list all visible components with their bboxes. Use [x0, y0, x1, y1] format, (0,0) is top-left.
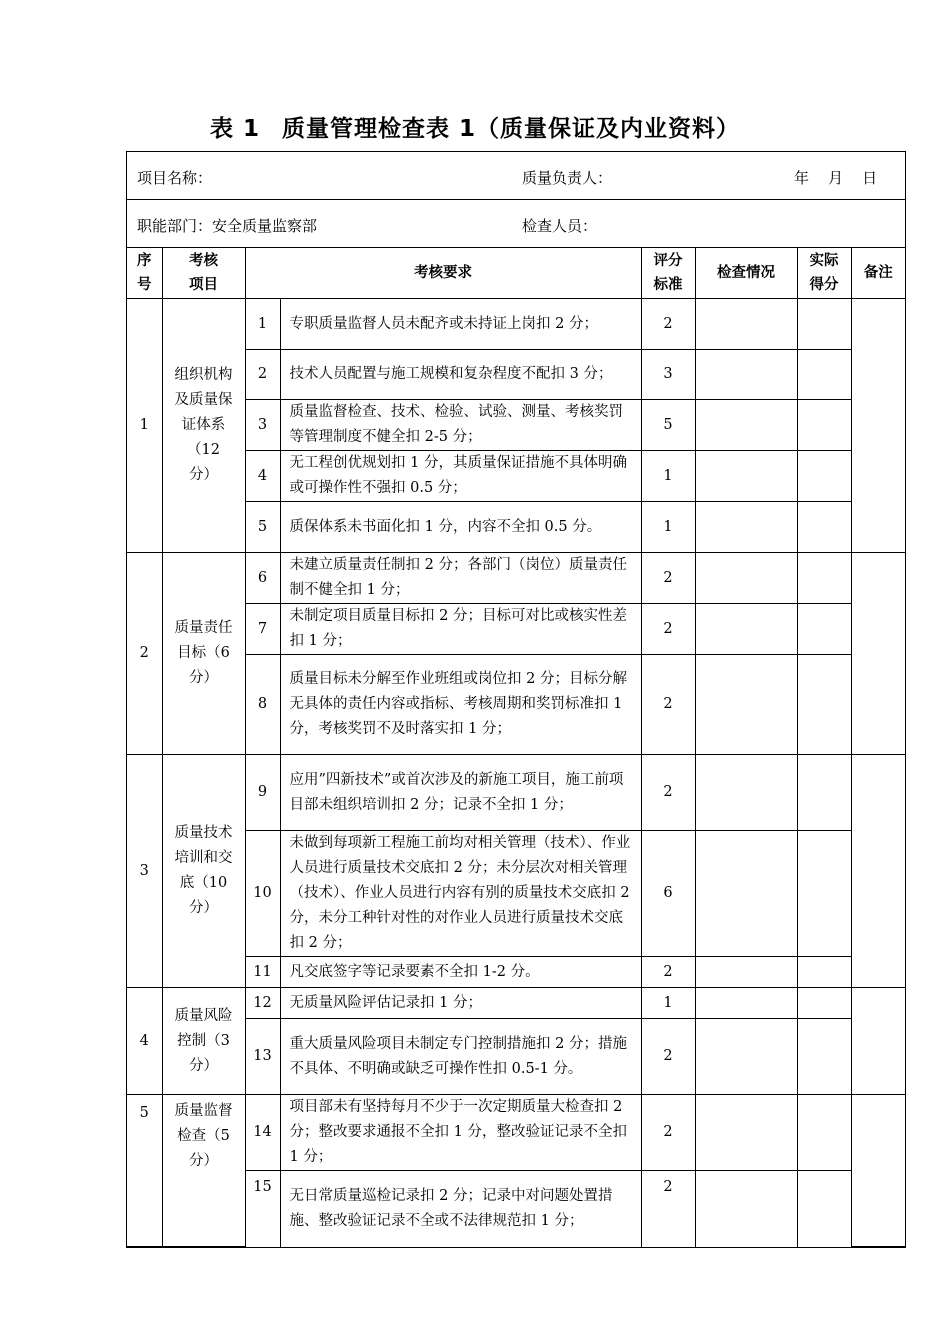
check-cell[interactable] [695, 604, 797, 655]
item-score: 1 [641, 988, 695, 1019]
actual-score-cell[interactable] [797, 755, 851, 831]
item-requirement: 无日常质量巡检记录扣 2 分；记录中对问题处置措施、整改验证记录不全或不法律规范扣 1 分； [280, 1171, 641, 1247]
item-score: 2 [641, 1095, 695, 1171]
header-seq: 序号 [127, 248, 162, 299]
item-requirement: 未建立质量责任制扣 2 分；各部门（岗位）质量责任制不健全扣 1 分； [280, 553, 641, 604]
header-remark: 备注 [851, 248, 905, 299]
group-seq: 2 [127, 553, 162, 755]
check-cell[interactable] [695, 655, 797, 755]
item-score: 1 [641, 502, 695, 553]
group-project: 组织机构及质量保证体系（12 分） [162, 299, 245, 553]
info-row-department [127, 200, 905, 248]
item-score: 2 [641, 299, 695, 350]
item-no: 11 [245, 957, 280, 988]
item-score: 6 [641, 831, 695, 957]
remark-cell[interactable] [851, 755, 905, 988]
remark-cell[interactable] [851, 1095, 905, 1247]
group-project: 质量责任目标（6 分） [162, 553, 245, 755]
table-number: 表 1 [209, 116, 260, 142]
item-requirement: 未制定项目质量目标扣 2 分；目标可对比或核实性差扣 1 分； [280, 604, 641, 655]
department-label: 职能部门：安全质量监察部 [137, 217, 318, 235]
actual-score-cell[interactable] [797, 451, 851, 502]
item-score: 2 [641, 553, 695, 604]
item-no: 2 [245, 350, 280, 400]
check-cell[interactable] [695, 502, 797, 553]
item-score: 2 [641, 1171, 695, 1247]
header-score-std: 评分标准 [641, 248, 695, 299]
header-item: 考核项目 [162, 248, 245, 299]
actual-score-cell[interactable] [797, 1171, 851, 1247]
actual-score-cell[interactable] [797, 957, 851, 988]
item-no: 9 [245, 755, 280, 831]
item-requirement: 技术人员配置与施工规模和复杂程度不配扣 3 分； [280, 350, 641, 400]
document-title [0, 110, 950, 143]
quality-manager-label: 质量负责人： [522, 169, 613, 187]
actual-score-cell[interactable] [797, 655, 851, 755]
item-score: 2 [641, 755, 695, 831]
group-project: 质量风险控制（3 分） [162, 988, 245, 1095]
check-cell[interactable] [695, 1171, 797, 1247]
group-seq: 5 [127, 1095, 162, 1247]
check-cell[interactable] [695, 1095, 797, 1171]
item-requirement: 质量监督检查、技术、检验、试验、测量、考核奖罚等管理制度不健全扣 2-5 分； [280, 400, 641, 451]
check-cell[interactable] [695, 553, 797, 604]
actual-score-cell[interactable] [797, 299, 851, 350]
table-row [127, 988, 905, 1019]
check-cell[interactable] [695, 755, 797, 831]
check-cell[interactable] [695, 831, 797, 957]
project-name-label: 项目名称： [137, 169, 213, 187]
actual-score-cell[interactable] [797, 400, 851, 451]
actual-score-cell[interactable] [797, 604, 851, 655]
actual-score-cell[interactable] [797, 350, 851, 400]
item-requirement: 应用”四新技术”或首次涉及的新施工项目，施工前项目部未组织培训扣 2 分；记录不全扣 1 分； [280, 755, 641, 831]
header-requirement: 考核要求 [245, 248, 641, 299]
item-score: 2 [641, 957, 695, 988]
item-no: 12 [245, 988, 280, 1019]
inspection-table [127, 248, 905, 1247]
group-project: 质量技术培训和交底（10 分） [162, 755, 245, 988]
check-cell[interactable] [695, 451, 797, 502]
check-cell[interactable] [695, 988, 797, 1019]
item-requirement: 凡交底签字等记录要素不全扣 1-2 分。 [280, 957, 641, 988]
inspection-form [126, 151, 906, 1248]
item-score: 1 [641, 451, 695, 502]
item-no: 5 [245, 502, 280, 553]
check-cell[interactable] [695, 1019, 797, 1095]
header-actual: 实际得分 [797, 248, 851, 299]
header-check: 检查情况 [695, 248, 797, 299]
table-title: 质量管理检查表 1（质量保证及内业资料） [282, 116, 741, 142]
remark-cell[interactable] [851, 299, 905, 553]
item-score: 2 [641, 604, 695, 655]
check-cell[interactable] [695, 350, 797, 400]
item-no: 3 [245, 400, 280, 451]
check-cell[interactable] [695, 400, 797, 451]
item-no: 7 [245, 604, 280, 655]
item-requirement: 重大质量风险项目未制定专门控制措施扣 2 分；措施不具体、不明确或缺乏可操作性扣 0.5-1 分。 [280, 1019, 641, 1095]
item-no: 6 [245, 553, 280, 604]
item-no: 15 [245, 1171, 280, 1247]
item-no: 14 [245, 1095, 280, 1171]
table-row [127, 553, 905, 604]
item-no: 10 [245, 831, 280, 957]
actual-score-cell[interactable] [797, 831, 851, 957]
group-seq: 4 [127, 988, 162, 1095]
date-label: 年 月 日 [794, 169, 878, 187]
actual-score-cell[interactable] [797, 1095, 851, 1171]
actual-score-cell[interactable] [797, 988, 851, 1019]
actual-score-cell[interactable] [797, 1019, 851, 1095]
inspector-label: 检查人员： [522, 217, 598, 235]
item-requirement: 未做到每项新工程施工前均对相关管理（技术）、作业人员进行质量技术交底扣 2 分；未分层次对相关管理（技术）、作业人员进行内容有别的质量技术交底扣 2 分，未分工种针对性的对作业人员进行质量技术交底扣 2 分； [280, 831, 641, 957]
info-row-project [127, 152, 905, 200]
table-row [127, 299, 905, 350]
item-no: 13 [245, 1019, 280, 1095]
item-score: 2 [641, 655, 695, 755]
item-requirement: 无工程创优规划扣 1 分，其质量保证措施不具体明确或可操作性不强扣 0.5 分； [280, 451, 641, 502]
item-no: 8 [245, 655, 280, 755]
item-requirement: 质保体系未书面化扣 1 分，内容不全扣 0.5 分。 [280, 502, 641, 553]
item-no: 1 [245, 299, 280, 350]
header-row [127, 248, 905, 299]
item-requirement: 无质量风险评估记录扣 1 分； [280, 988, 641, 1019]
item-requirement: 项目部未有坚持每月不少于一次定期质量大检查扣 2 分；整改要求通报不全扣 1 分，整改验证记录不全扣 1 分； [280, 1095, 641, 1171]
item-requirement: 质量目标未分解至作业班组或岗位扣 2 分；目标分解无具体的责任内容或指标、考核周期和奖罚标准扣 1 分，考核奖罚不及时落实扣 1 分； [280, 655, 641, 755]
remark-cell[interactable] [851, 988, 905, 1095]
table-row [127, 1095, 905, 1171]
actual-score-cell[interactable] [797, 553, 851, 604]
group-seq: 1 [127, 299, 162, 553]
item-score: 3 [641, 350, 695, 400]
item-score: 2 [641, 1019, 695, 1095]
item-no: 4 [245, 451, 280, 502]
table-row [127, 755, 905, 831]
remark-cell[interactable] [851, 553, 905, 755]
check-cell[interactable] [695, 957, 797, 988]
group-seq: 3 [127, 755, 162, 988]
item-requirement: 专职质量监督人员未配齐或未持证上岗扣 2 分； [280, 299, 641, 350]
group-project: 质量监督检查（5 分） [162, 1095, 245, 1247]
actual-score-cell[interactable] [797, 502, 851, 553]
item-score: 5 [641, 400, 695, 451]
check-cell[interactable] [695, 299, 797, 350]
